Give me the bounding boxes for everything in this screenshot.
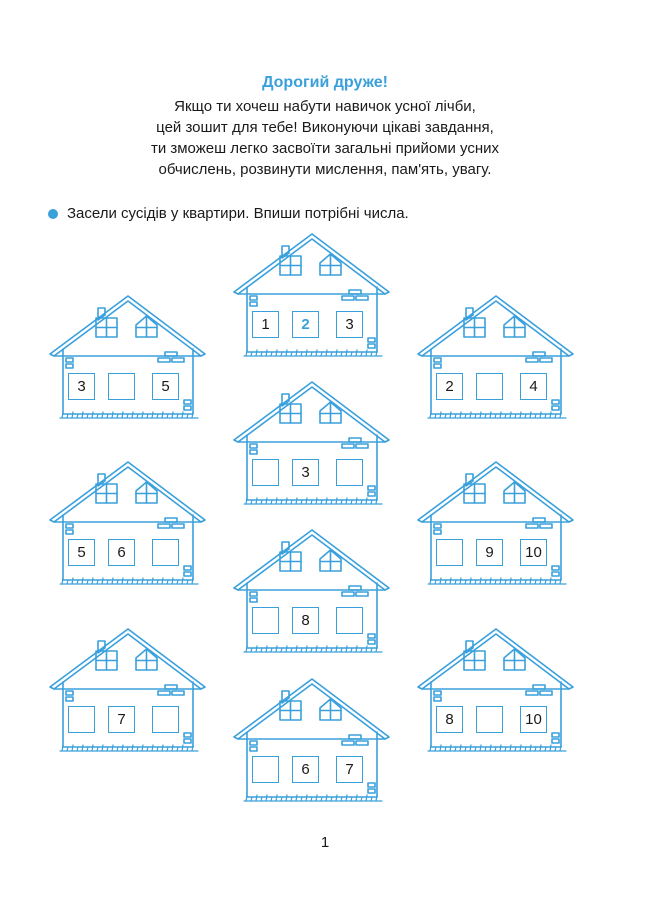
task-instruction: [48, 203, 409, 225]
apartment-box[interactable]: 10: [520, 539, 547, 566]
apartment-box[interactable]: 9: [476, 539, 503, 566]
apartment-box[interactable]: 5: [152, 373, 179, 400]
apartment-box[interactable]: [152, 539, 179, 566]
house: [232, 528, 392, 658]
house: [232, 232, 392, 362]
apartment-box-highlighted[interactable]: 2: [292, 311, 319, 338]
apartment-box[interactable]: 8: [292, 607, 319, 634]
apartment-box[interactable]: [336, 459, 363, 486]
intro-text: [0, 96, 650, 180]
house-icon: [48, 627, 208, 757]
bullet-icon: [48, 209, 58, 219]
house-icon: [48, 460, 208, 590]
intro-line: ти зможеш легко засвоїти загальні прийоми усних: [150, 140, 500, 157]
apartment-box[interactable]: 4: [520, 373, 547, 400]
house: [416, 294, 576, 424]
task-text: Засели сусідів у квартири. Впиши потрібні числа.: [67, 205, 409, 222]
intro-line: Якщо ти хочеш набути навичок усної лічби,: [174, 98, 476, 115]
greeting-title: Дорогий друже!: [262, 74, 388, 91]
house-icon: [416, 627, 576, 757]
house-icon: [416, 460, 576, 590]
apartment-box[interactable]: 3: [336, 311, 363, 338]
apartment-box[interactable]: [476, 706, 503, 733]
house: [48, 460, 208, 590]
apartment-box[interactable]: [336, 607, 363, 634]
apartment-box[interactable]: 6: [108, 539, 135, 566]
apartment-box[interactable]: 3: [68, 373, 95, 400]
house: [232, 677, 392, 807]
house-icon: [48, 294, 208, 424]
apartment-box[interactable]: 5: [68, 539, 95, 566]
apartment-box[interactable]: [476, 373, 503, 400]
house: [416, 460, 576, 590]
house-icon: [232, 528, 392, 658]
house-icon: [232, 677, 392, 807]
apartment-box[interactable]: 7: [108, 706, 135, 733]
house: [48, 294, 208, 424]
house: [232, 380, 392, 510]
apartment-box[interactable]: 7: [336, 756, 363, 783]
apartment-box[interactable]: 8: [436, 706, 463, 733]
intro-line: цей зошит для тебе! Виконуючи цікаві завдання,: [156, 119, 494, 136]
apartment-box[interactable]: 3: [292, 459, 319, 486]
apartment-box[interactable]: [252, 459, 279, 486]
house: [416, 627, 576, 757]
apartment-box[interactable]: 6: [292, 756, 319, 783]
apartment-box[interactable]: 1: [252, 311, 279, 338]
apartment-box[interactable]: 10: [520, 706, 547, 733]
apartment-box[interactable]: [252, 607, 279, 634]
house-icon: [232, 380, 392, 510]
apartment-box[interactable]: [152, 706, 179, 733]
page-number: 1: [320, 834, 330, 851]
apartment-box[interactable]: [252, 756, 279, 783]
apartment-box[interactable]: 2: [436, 373, 463, 400]
house-icon: [232, 232, 392, 362]
intro-line: обчислень, розвинути мислення, пам'ять, увагу.: [158, 161, 492, 178]
house-icon: [416, 294, 576, 424]
apartment-box[interactable]: [68, 706, 95, 733]
apartment-box[interactable]: [108, 373, 135, 400]
apartment-box[interactable]: [436, 539, 463, 566]
house: [48, 627, 208, 757]
